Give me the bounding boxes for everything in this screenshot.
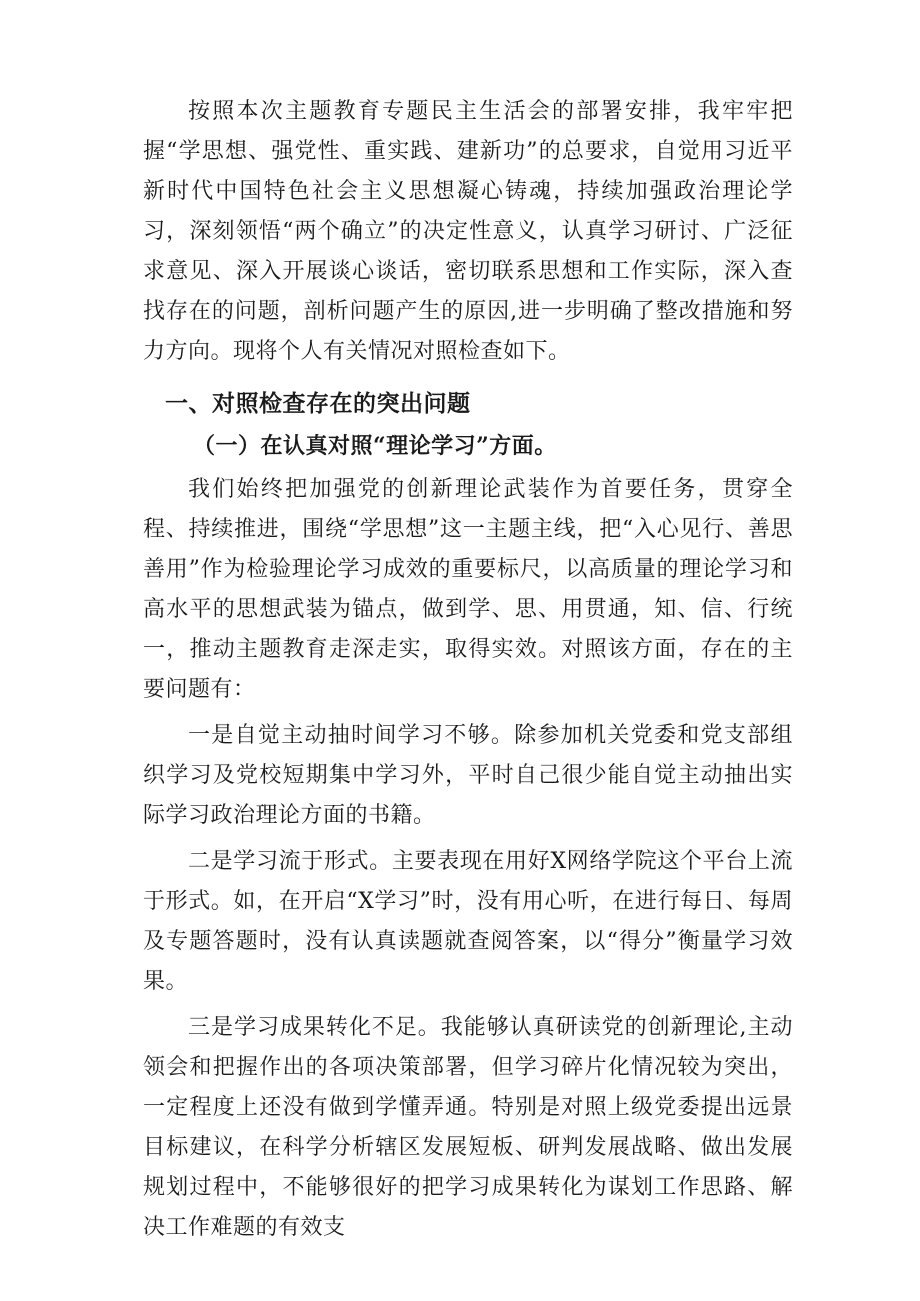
paragraph-problem-1: 一是自觉主动抽时间学习不够。除参加机关党委和党支部组织学习及党校短期集中学习外，平时自己很少能自觉主动抽出实际学习政治理论方面的书籍。 [143,723,793,828]
paragraph-problem-2: 二是学习流于形式。主要表现在用好X网络学院这个平台上流于形式。如，在开启“X学习”时，没有用心听，在进行每日、每周及专题答题时，没有认真读题就查阅答案，以“得分”衡量学习效果。 [143,849,793,994]
document-body [143,92,793,1248]
subsection-heading-1: （一）在认真对照“理论学习”方面。 [193,433,557,459]
paragraph-problem-3: 三是学习成果转化不足。我能够认真研读党的创新理论,主动领会和把握作出的各项决策部署，但学习碎片化情况较为突出，一定程度上还没有做到学懂弄通。特别是对照上级党委提出远景目标建议，在科学分析辖区发展短板、研判发展战略、做出发展规划过程中，不能够很好的把学习成果转化为谋划工作思路、解决工作难题的有效支 [143,1015,793,1240]
paragraph-theory-study: 我们始终把加强党的创新理论武装作为首要任务，贯穿全程、持续推进，围绕“学思想”这一主题主线，把“入心见行、善思善用”作为检验理论学习成效的重要标尺，以高质量的理论学习和高水平的思想武装为锚点，做到学、思、用贯通，知、信、行统一，推动主题教育走深走实，取得实效。对照该方面，存在的主要问题有： [143,477,793,702]
section-heading-1: 一、对照检查存在的突出问题 [165,391,471,417]
intro-paragraph: 按照本次主题教育专题民主生活会的部署安排，我牢牢把握“学思想、强党性、重实践、建新功”的总要求，自觉用习近平新时代中国特色社会主义思想凝心铸魂，持续加强政治理论学习，深刻领悟“两个确立”的决定性意义，认真学习研讨、广泛征求意见、深入开展谈心谈话，密切联系思想和工作实际，深入查找存在的问题，剖析问题产生的原因,进一步明确了整改措施和努力方向。现将个人有关情况对照检查如下。 [143,99,793,364]
